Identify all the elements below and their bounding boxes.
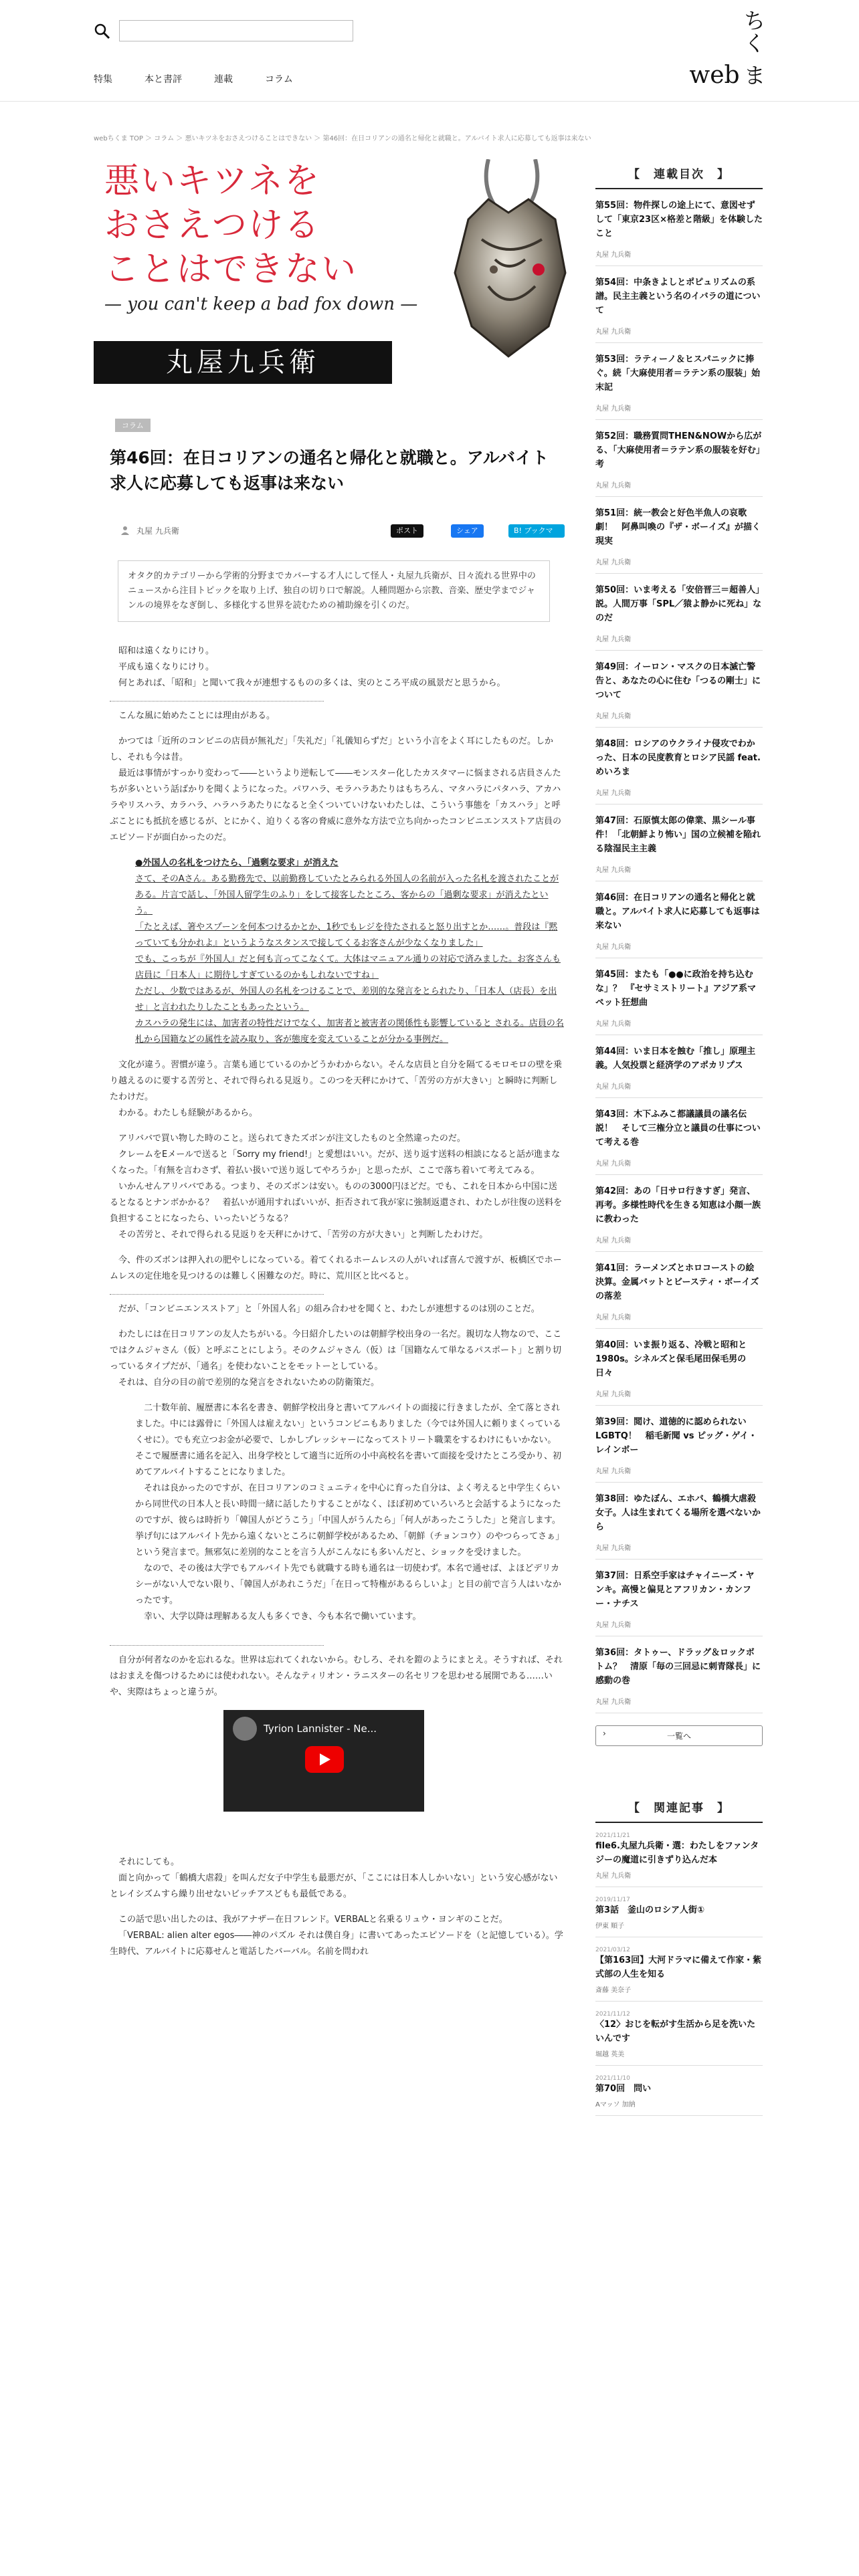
quote-paragraph: 「たとえば、箸やスプーンを何本つけるかとか、1秒でもレジを待たされると怒り出すとか……。普段は『黙っていても分かれよ』というようなスタンスで接してくるお客さんが少なくなりました」 [135,922,558,948]
body-paragraph: わかる。わたしも経験があるから。 [118,1108,258,1118]
serial-item-author: 丸屋 九兵衛 [595,328,632,336]
author-link[interactable]: 丸屋 九兵衛 [136,526,179,536]
quote-paragraph: ただし、少数ではあるが、外国人の名札をつけることで、差別的な発言をとられたり、「日本人（店長）を出せ」と言われたりしたこともあったという。 [135,986,557,1012]
serial-item-author: 丸屋 九兵衛 [595,867,632,874]
serial-item-title[interactable]: 第44回：いま日本を蝕む「推し」原理主義。人気投票と経済学のアポカリプス [595,1047,756,1071]
serial-item-title[interactable]: 第50回：いま考える「安倍晋三＝超善人」説。人間万事「SPL／猿よ静かに死ね」なのだ [595,585,762,623]
breadcrumb[interactable]: webちくま TOP ＞ コラム ＞ 悪いキツネをおさえつけることはできない ＞ 第46回：在日コリアンの通名と帰化と就職と。アルバイト求人に応募しても返事は来ない [94,135,591,142]
serial-item-title[interactable]: 第39回：閲け、道徳的に認められないLGBTQ！ 稲毛新聞 vs ピッグ・ゲイ・レインボー [595,1417,757,1455]
body-paragraph: 昭和は遠くなりにけり。 [118,646,215,656]
serial-item[interactable] [595,497,763,574]
body-paragraph: 「VERBAL: alien alter egos――神のパズル それは僕自身」に書いてあったエピソードを（と記憶している）。学生時代、アルバイトに応募せんと電話したバーバル。名前を問われ [110,1931,563,1957]
serial-item-title[interactable]: 第45回：またも「●●に政治を持ち込むな」？ 『セサミストリート』アジア系マペット狂想曲 [595,970,756,1008]
serial-item-author: 丸屋 九兵衛 [595,1083,632,1091]
divider [110,1645,324,1646]
serial-item[interactable] [595,1252,763,1329]
hero-title-line: おさえつける [104,205,320,245]
related-item-author: Aマッソ 加納 [595,2101,636,2109]
related-item[interactable] [595,1823,763,1887]
video-title[interactable]: Tyrion Lannister - Ne... [264,1723,377,1735]
serial-item-author: 丸屋 九兵衛 [595,944,632,951]
serial-item[interactable] [595,1636,763,1713]
article-main [94,159,575,1957]
serial-item-author: 丸屋 九兵衛 [595,1314,632,1321]
serial-item-title[interactable]: 第43回：木下ふみこ都議議員の議名伝説！ そして三権分立と議員の仕事について考える巻 [595,1109,761,1148]
channel-avatar [233,1717,257,1741]
serial-item-title[interactable]: 第48回：ロシアのウクライナ侵攻でわかった、日本の民度教育とロシア民謡 feat. めいろま [595,739,761,777]
nav-column[interactable]: コラム [265,74,293,85]
author-row [110,523,565,548]
serial-item-title[interactable]: 第47回：石原慎太郎の偉業、黒シール事件！「北朝鮮より怖い」国の立候補を陥れる陰湿民主主義 [595,816,761,854]
serial-item[interactable] [595,1098,763,1175]
body-paragraph: それは、自分の目の前で差別的な発言をされないための防衛策だ。 [118,1378,380,1388]
related-item[interactable] [595,1937,763,2002]
quote-paragraph: でも、こっちが『外国人』だと何も言ってこなくて。大体はマニュアル通りの対応で済みました。お客さんも店員に「日本人」に期待しすぎているのかもしれないですね」 [135,954,561,980]
nav-hon-to-shohyo[interactable]: 本と書評 [145,74,182,85]
serial-item-title[interactable]: 第40回：いま振り返る、冷戦と昭和と1980s。シネルズと保毛尾田保毛男の日々 [595,1340,747,1378]
nav-tokushu[interactable]: 特集 [94,74,112,85]
body-paragraph: この話で思い出したのは、我がアナザー在日フレンド。VERBALと名乗るリュウ・ヨンギのことだ。 [118,1915,508,1925]
logo-ku: く [743,31,765,56]
serial-item-author: 丸屋 九兵衛 [595,1391,632,1398]
serial-item-title[interactable]: 第52回：職務質問THEN&NOWから広がる、「大麻使用者＝ラテン系の服装を好む」考 [595,431,762,469]
serial-item-author: 丸屋 九兵衛 [595,1699,632,1706]
body-paragraph: こんな風に始めたことには理由がある。 [118,711,276,721]
body-paragraph: いかんせんアリババである。つまり、そのズボンは安い。ものの3000円ほどだ。でも、これを日本から中国に送るとなるとナンボかかる？ 着払いが通用すればいいが、拒否されて我が家に強制返還され、わたしが往復の送料を負担することになったら、いったいどうなる？ [110,1182,563,1224]
related-item-title[interactable]: 【第163回】大河ドラマに備えて作家・紫式部の人生を知る [595,1955,762,1979]
serial-item-title[interactable]: 第37回：日系空手家はチャイニーズ・ヤンキ。高慢と偏見とアフリカン・カンフー・ナチス [595,1571,755,1609]
site-header [0,0,859,102]
serial-item-author: 丸屋 九兵衛 [595,482,632,490]
related-item-title[interactable]: file6.丸屋九兵衛・選：わたしをファンタジーの魔道に引きずり込んだ本 [595,1841,759,1865]
body-paragraph: 自分が何者なのかを忘れるな。世界は忘れてくれないから。むしろ、それを鎧のようにまとえ。そうすれば、それはおまえを傷つけるためには使われない。そんなティリオン・ラニスターの名セリフを思わせる展開である……いや、実際はちょっと違うが。 [110,1655,563,1697]
sidebar [595,159,763,2116]
body-paragraph: 面と向かって「鶴橋大虐殺」を叫んだ女子中学生も最悪だが、「ここには日本人しかいない」という安心感がないとレイシズムすら繰り出せないビッチアスどもも最低である。 [110,1873,558,1899]
serial-item[interactable] [595,881,763,958]
body-paragraph: 最近は事情がすっかり変わって――というより逆転して――モンスター化したカスタマーに悩まされる店員さんたちが多いという話ばかりを聞くようになった。パワハラ、モラハラあたりはもちろん、マタハラにパタハラ、アカハラやリスハラ、カラハラ、ハラハラあたりになると全くついていけないわたしは、こういう事態を「カスハラ」と呼ぶことにも抵抗を感じるが、とにかく、迫りくる客の脅威に意外な方法で立ち向かったコンビニエンスストア店員のエピソードが面白かったのだ。 [110,768,561,843]
serial-item-author: 丸屋 九兵衛 [595,713,632,720]
logo-ma: ま [743,63,765,88]
body-paragraph: わたしには在日コリアンの友人たちがいる。今日紹介したいのは朝鮮学校出身の一名だ。親切な人物なので、ここではクムジャさん（仮）と呼ぶことにしよう。そのクムジャさん（仮）は「国籍なんて単なるパスポート」と割り切っているタイプだが、「通名」を使わないことをモットーとしている。 [110,1329,562,1372]
related-item-title[interactable]: 〈12〉おじを転がす生活から足を洗いたいんです [595,2020,756,2044]
related-item-title[interactable]: 第3話 釜山のロシア人街① [595,1905,705,1915]
related-item-date: 2021/11/12 [595,2011,630,2018]
body-paragraph: 今、件のズボンは押入れの肥やしになっている。着てくれるホームレスの人がいれば喜んで渡すが、板橋区でホームレスの定住地を見つけるのは難しく困難なのだ。時に、荒川区と比べると。 [110,1255,562,1281]
person-icon [120,526,130,535]
quote-paragraph: さて、そのAさん。ある勤務先で、以前勤務していたとみられる外国人の名前が入った名札を渡されたことがある。片言で話し、「外国人留学生のふり」をして接客したところ、客からの「過剰な要求」が消えたという。 [135,874,559,916]
serial-item-title[interactable]: 第51回：統一教会と好色半魚人の哀歌劇！ 阿鼻叫喚の『ザ・ボーイズ』が描く現実 [595,508,761,546]
serial-item[interactable] [595,574,763,651]
testimony-paragraph: 幸い、大学以降は理解ある友人も多くでき、今も本名で働いています。 [144,1612,421,1622]
nav-rensai[interactable]: 連載 [214,74,233,85]
serial-item-author: 丸屋 九兵衛 [595,559,632,566]
serial-item-author: 丸屋 九兵衛 [595,251,632,259]
related-item-author: 斎藤 美奈子 [595,1987,632,1994]
hatena-bookmark-button[interactable]: B! ブックマーク [508,524,565,538]
body-paragraph: それにしても。 [118,1857,180,1867]
site-logo[interactable] [682,7,765,94]
hero-subtitle: — you can't keep a bad fox down — [104,294,418,314]
serial-item[interactable] [595,189,763,266]
main-nav [94,72,325,86]
body-paragraph: 平成も遠くなりにけり。 [118,662,215,672]
serial-toc-heading: 【 連載目次 】 [595,159,763,189]
serial-more-button[interactable]: › 一覧へ [595,1725,763,1746]
search-icon[interactable] [94,23,111,40]
article-body [110,643,565,1969]
serial-item[interactable] [595,266,763,343]
serial-item-title[interactable]: 第41回：ラーメンズとホロコーストの絵決算。金属バットとビースティ・ボーイズの落差 [595,1263,759,1301]
serial-item[interactable] [595,1175,763,1252]
hero-title-line: ことはできない [104,249,358,290]
serial-toc-list [595,189,763,1713]
serial-item-author: 丸屋 九兵衛 [595,1237,632,1245]
serial-item-title[interactable]: 第36回：タトゥー、ドラッグ＆ロックボトム？ 清原「毎の三回忌に刺青隊長」に感動の巻 [595,1648,761,1686]
related-item-date: 2021/11/21 [595,1832,630,1839]
play-icon[interactable] [305,1746,344,1773]
related-item-date: 2021/03/12 [595,1947,630,1953]
quote-paragraph: カスハラの発生には、加害者の特性だけでなく、加害者と被害者の関係性も影響していると される。店員の名札から国籍などの属性を読み取り、客が態度を変えていることが分かる事例だ。 [135,1018,564,1045]
category-tag[interactable]: コラム [115,419,151,432]
body-paragraph: だが、「コンビニエンスストア」と「外国人名」の組み合わせを聞くと、わたしが連想するのは別のことだ。 [118,1304,540,1314]
body-paragraph: クレームをEメールで送ると「Sorry my friend!」と愛想はいい。だが、送り返す送料の相談になると話が進まなくなった。「有無を言わさず、着払い扱いで送り返してやろうか」と思ったが、ここで落ち着いて考えてみる。 [110,1150,561,1176]
related-item[interactable] [595,1887,763,1937]
x-post-button[interactable]: ポスト [391,524,423,538]
serial-item[interactable] [595,1483,763,1560]
hero-title-line: 悪いキツネを [104,161,320,201]
related-item-author: 堀越 英美 [595,2051,625,2058]
serial-item[interactable] [595,420,763,497]
related-item[interactable] [595,2066,763,2116]
body-paragraph: 文化が違う。習慣が違う。言葉も通じているのかどうかわからない。そんな店員と自分を隔てるモロモロの壁を乗り越えるのに要する苦労と、それで得られる見返り。このつを天秤にかけて、「苦労の方が大きい」と瞬時に判断したわけだ。 [110,1060,563,1102]
serial-item-title[interactable]: 第38回：ゆたぼん、エホバ、鶴橋大虐殺女子。人は生まれてくる場所を選べないから [595,1494,761,1532]
serial-item-title[interactable]: 第55回：物件探しの途上にて、意図せずして「東京23区×格差と階級」を体験したこと [595,201,763,239]
serial-item-author: 丸屋 九兵衛 [595,1021,632,1028]
quote-heading: ●外国人の名札をつけたら、「過剰な要求」が消えた [135,858,339,868]
serial-item[interactable] [595,651,763,728]
logo-mark [682,7,765,94]
related-item-author: 丸屋 九兵衛 [595,1872,632,1880]
related-item-title[interactable]: 第70回 問い [595,2084,652,2094]
youtube-embed[interactable] [223,1710,424,1812]
related-item[interactable] [595,2002,763,2066]
serial-item-author: 丸屋 九兵衛 [595,636,632,643]
serial-item-title[interactable]: 第53回：ラティーノ＆ヒスパニックに捧ぐ。続「大麻使用者＝ラテン系の服装」始末記 [595,354,761,393]
testimony-paragraph: 二十数年前、履歴書に本名を書き、朝鮮学校出身と書いてアルバイトの面接に行きましたが、全て落とされました。中には露骨に「外国人は雇えない」というコンビニもありました（今では外国人に頼りまくっているくせに）。でも充立つお金が必要で、しかしプレッシャーになってストリート職業をするわけにもいかない。そこで履歴書に通名を記入、出身学校として適当に近所の小中高校名を書いて面接を受けたところ受かり、初めてアルバイトすることになりました。 [135,1403,562,1477]
serial-item-title[interactable]: 第49回：イーロン・マスクの日本滅亡警告と、あなたの心に住む「つるの剛士」について [595,662,761,700]
serial-item[interactable] [595,1329,763,1406]
fox-pendant-image [442,159,575,360]
article-title: 第46回：在日コリアンの通名と帰化と就職と。アルバイト求人に応募しても返事は来ない [110,448,549,493]
body-paragraph: 何とあれば、「昭和」と聞いて我々が連想するものの多くは、実のところ平成の風景だと思うから。 [118,678,506,688]
hero-author-name: 丸屋九兵衛 [94,341,392,384]
body-paragraph: かつては「近所のコンビニの店員が無礼だ」「失礼だ」「礼儀知らずだ」という小言をよく耳にしたものだ。しかし、それも今は昔。 [110,736,554,762]
serial-item-author: 丸屋 九兵衛 [595,790,632,797]
serial-item[interactable] [595,958,763,1035]
serial-item[interactable] [595,728,763,804]
serial-item-author: 丸屋 九兵衛 [595,1545,632,1552]
related-list [595,1823,763,2116]
serial-item[interactable] [595,1035,763,1098]
body-paragraph: アリババで買い物した時のこと。送られてきたズボンが注文したものと全然違ったのだ。 [118,1134,466,1144]
body-paragraph: その苦労と、それで得られる見返りを天秤にかけて、「苦労の方が大きい」と判断したわけだ。 [118,1230,488,1240]
serial-item-title[interactable]: 第42回：あの「日サロ行きすぎ」発言、再考。多様性時代を生きる知恵は小顔一族に教わった [595,1186,761,1224]
lead-box: オタク的カテゴリーから学術的分野までカバーする才人にして怪人・丸屋九兵衛が、日々流れる世界中のニュースから注目トピックを取り上げ、独自の切り口で解説。人種問題から宗教、音楽、歴史学までジャンルの境界をなぎ倒し、多様化する世界を読むための補助線を引くのだ。 [118,560,550,622]
logo-chi: ち [743,8,765,33]
serial-item-title[interactable]: 第46回：在日コリアンの通名と帰化と就職と。アルバイト求人に応募しても返事は来ない [595,893,760,931]
facebook-share-button[interactable]: シェア [451,524,484,538]
serial-item[interactable] [595,1406,763,1483]
hero-banner [94,159,575,393]
serial-item[interactable] [595,1560,763,1636]
serial-item[interactable] [595,343,763,420]
serial-item-title[interactable]: 第54回：中条きよしとポピュリズムの系譜。民主主義という名のイバラの道について [595,278,761,316]
serial-item[interactable] [595,804,763,881]
testimony-paragraph: なので、その後は大学でもアルバイト先でも就職する時も通名は一切使わず。本名で通せば、よほどデリカシーがない人でない限り、「韓国人があれこうだ」「在日って特権があるらしいよ」と目の前で言う人はいなかったです。 [135,1564,562,1606]
serial-item-author: 丸屋 九兵衛 [595,405,632,413]
serial-item-author: 丸屋 九兵衛 [595,1468,632,1475]
related-item-date: 2019/11/17 [595,1897,630,1903]
related-heading: 【 関連記事 】 [595,1793,763,1823]
divider [110,1294,324,1295]
testimony-paragraph: それは良かったのですが、在日コリアンのコミュニティを中心に育った自分は、よく考えると中学生くらいから同世代の日本人と長い時間一緒に話したりすることがなく、ほぼ初めていろいろと会話するようになったのですが、彼らは時折り「韓国人がどうこう」「中国人がうんたら」「何人があったこうした」と発言します。挙げ句にはアルバイト先から遠くないところに朝鮮学校があるため、「朝鮮（チョンコウ）のやつらってさぁ」という発言まで。無邪気に差別的なことを言う人がこんなにも多いんだと、ショックを受けました。 [135,1483,565,1558]
related-item-author: 伊東 順子 [595,1923,625,1930]
logo-web: web [689,62,740,89]
related-item-date: 2021/11/10 [595,2075,630,2082]
search-input[interactable] [119,20,353,41]
hero-title [104,159,357,292]
serial-item-author: 丸屋 九兵衛 [595,1622,632,1629]
serial-item-author: 丸屋 九兵衛 [595,1160,632,1168]
divider [110,701,324,702]
